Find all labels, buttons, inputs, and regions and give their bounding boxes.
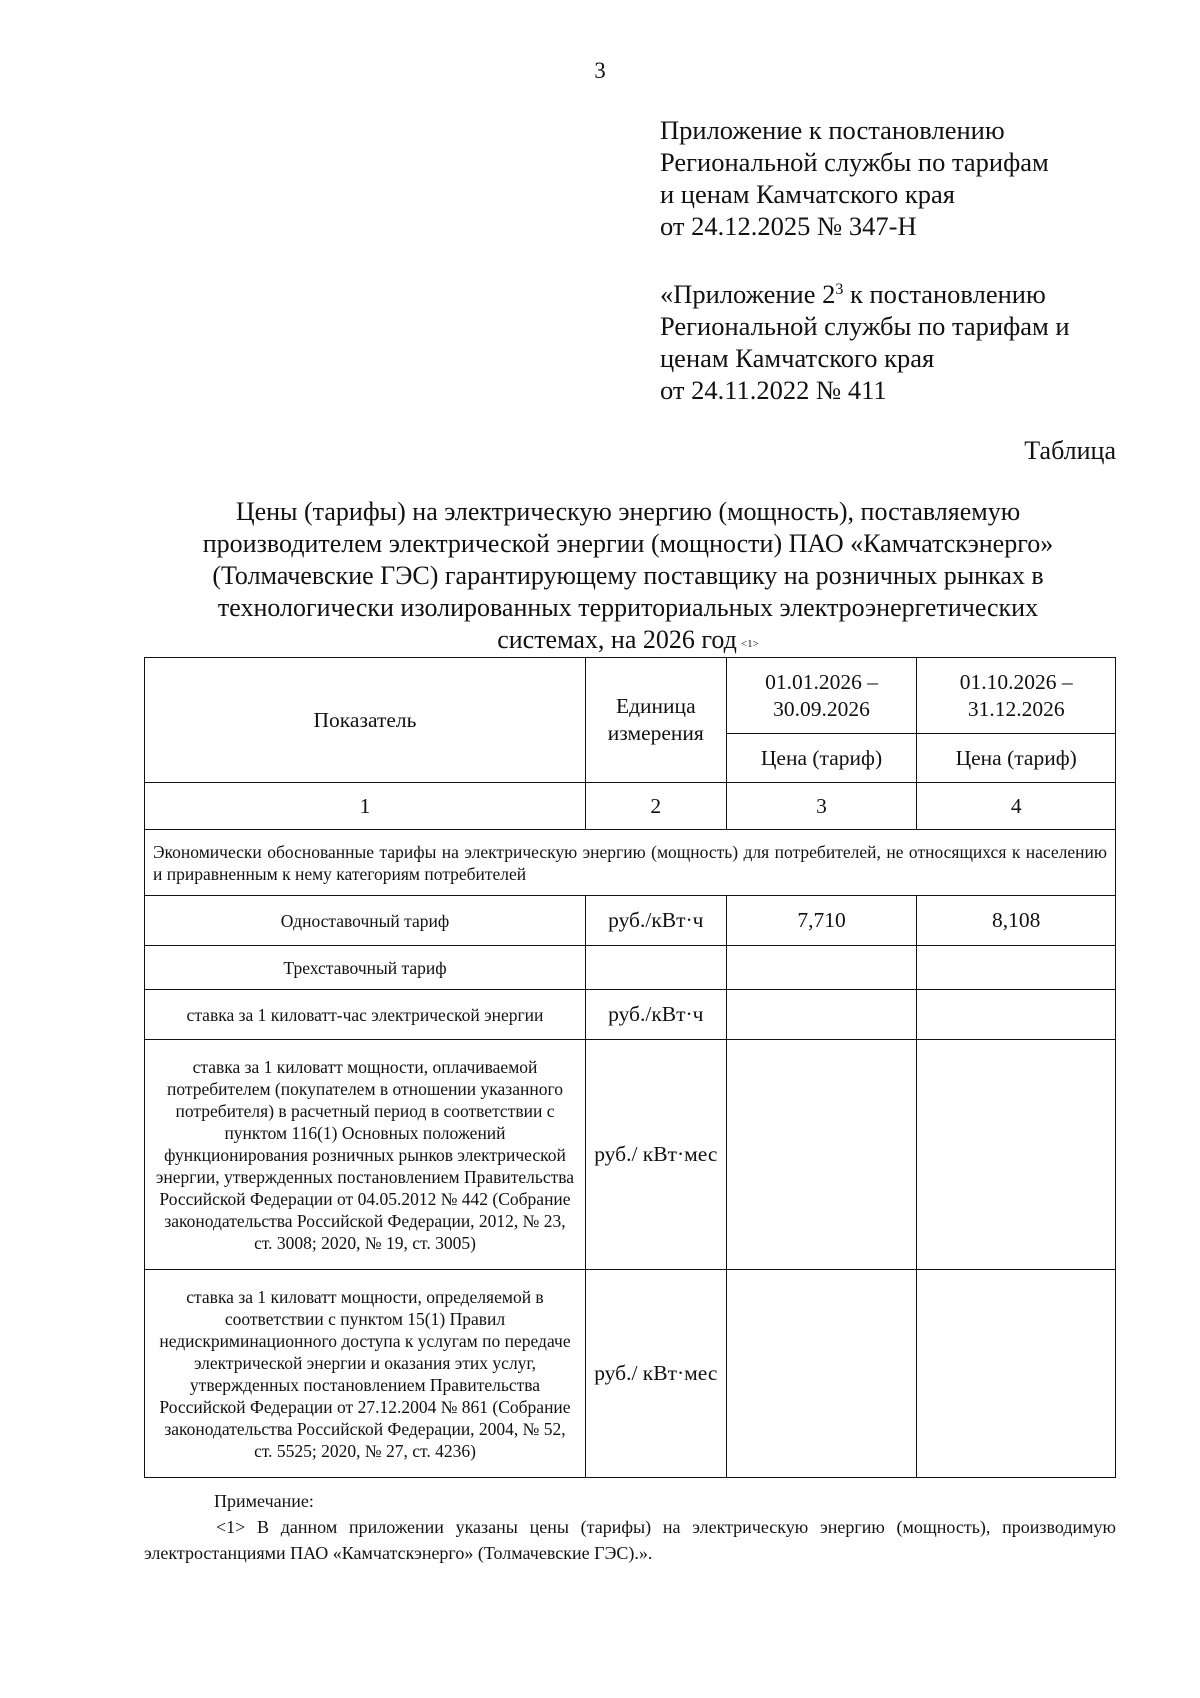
unit-cell bbox=[585, 946, 726, 990]
notes bbox=[144, 1488, 1116, 1566]
page-number: 3 bbox=[594, 58, 606, 83]
header-indicator: Показатель bbox=[145, 658, 586, 783]
title-line: (Толмачевские ГЭС) гарантирующему поставщику на розничных рынках в bbox=[212, 561, 1044, 590]
indicator-cell: Одноставочный тариф bbox=[145, 896, 586, 946]
value-cell bbox=[726, 990, 917, 1040]
table-row bbox=[145, 990, 1116, 1040]
footnote-mark: <1> bbox=[740, 638, 759, 650]
header-period-2: 01.10.2026 – 31.12.2026 bbox=[917, 658, 1116, 734]
column-number: 1 bbox=[145, 783, 586, 830]
unit-cell: руб./кВт·ч bbox=[585, 896, 726, 946]
previous-approval-prefix: «Приложение 2 bbox=[660, 279, 836, 309]
approval-line: Региональной службы по тарифам bbox=[660, 147, 1049, 177]
appendix-superscript: 3 bbox=[835, 281, 844, 298]
column-number: 2 bbox=[585, 783, 726, 830]
table-row bbox=[145, 896, 1116, 946]
previous-approval-line: от 24.11.2022 № 411 bbox=[660, 375, 887, 405]
header-price-2: Цена (тариф) bbox=[917, 734, 1116, 783]
value-cell bbox=[917, 1270, 1116, 1478]
value-cell: 8,108 bbox=[917, 896, 1116, 946]
title-line: системах, на 2026 год bbox=[497, 625, 737, 654]
value-cell: 7,710 bbox=[726, 896, 917, 946]
indicator-cell: ставка за 1 киловатт мощности, оплачиваемой потребителем (покупателем в отношении указанного потребителя) в расчетный период в соответствии с пунктом 116(1) Основных положений функционирования розничных рынков электрической энергии, утвержденных постановлением Правительства Российской Федерации от 04.05.2012 № 442 (Собрание законодательства Российской Федерации, 2012, № 23, ст. 3008; 2020, № 19, ст. 3005) bbox=[145, 1040, 586, 1270]
tariff-table bbox=[144, 657, 1116, 1478]
title-line: Цены (тарифы) на электрическую энергию (мощность), поставляемую bbox=[235, 497, 1021, 526]
indicator-cell: ставка за 1 киловатт мощности, определяемой в соответствии с пунктом 15(1) Правил недискриминационного доступа к услугам по передаче электрической энергии и оказания этих услуг, утвержденных постановлением Правительства Российской Федерации от 27.12.2004 № 861 (Собрание законодательства Российской Федерации, 2004, № 52, ст. 5525; 2020, № 27, ст. 4236) bbox=[145, 1270, 586, 1478]
previous-approval-block bbox=[660, 278, 1140, 406]
value-cell bbox=[917, 990, 1116, 1040]
table-row bbox=[145, 946, 1116, 990]
previous-approval-line: ценам Камчатского края bbox=[660, 343, 935, 373]
indicator-cell: Трехставочный тариф bbox=[145, 946, 586, 990]
header-unit: Единица измерения bbox=[585, 658, 726, 783]
column-number: 3 bbox=[726, 783, 917, 830]
unit-cell: руб./ кВт·мес bbox=[585, 1040, 726, 1270]
table-row bbox=[145, 1040, 1116, 1270]
column-number: 4 bbox=[917, 783, 1116, 830]
approval-block bbox=[660, 114, 1140, 242]
approval-line: и ценам Камчатского края bbox=[660, 179, 955, 209]
notes-title: Примечание: bbox=[214, 1491, 314, 1511]
value-cell bbox=[726, 946, 917, 990]
approval-line: от 24.12.2025 № 347-Н bbox=[660, 211, 917, 241]
title-line: технологически изолированных территориальных электроэнергетических bbox=[217, 593, 1039, 622]
document-title bbox=[140, 496, 1116, 656]
header-price-1: Цена (тариф) bbox=[726, 734, 917, 783]
table-label: Таблица bbox=[1024, 436, 1116, 465]
value-cell bbox=[917, 946, 1116, 990]
title-line: производителем электрической энергии (мощности) ПАО «Камчатскэнерго» bbox=[202, 529, 1054, 558]
notes-text: <1> В данном приложении указаны цены (тарифы) на электрическую энергию (мощность), производимую электростанциями ПАО «Камчатскэнерго» (Толмачевские ГЭС).». bbox=[144, 1517, 1116, 1563]
value-cell bbox=[726, 1270, 917, 1478]
previous-approval-suffix: к постановлению bbox=[843, 279, 1046, 309]
table-row bbox=[145, 1270, 1116, 1478]
value-cell bbox=[917, 1040, 1116, 1270]
unit-cell: руб./ кВт·мес bbox=[585, 1270, 726, 1478]
previous-approval-line: Региональной службы по тарифам и bbox=[660, 311, 1070, 341]
value-cell bbox=[726, 1040, 917, 1270]
header-period-1: 01.01.2026 – 30.09.2026 bbox=[726, 658, 917, 734]
unit-cell: руб./кВт·ч bbox=[585, 990, 726, 1040]
title-last-line bbox=[140, 624, 1116, 656]
approval-line: Приложение к постановлению bbox=[660, 115, 1005, 145]
section-title: Экономически обоснованные тарифы на электрическую энергию (мощность) для потребителей, не относящихся к населению и приравненным к нему категориям потребителей bbox=[145, 830, 1116, 896]
previous-approval-first-line bbox=[660, 278, 1140, 310]
indicator-cell: ставка за 1 киловатт-час электрической энергии bbox=[145, 990, 586, 1040]
